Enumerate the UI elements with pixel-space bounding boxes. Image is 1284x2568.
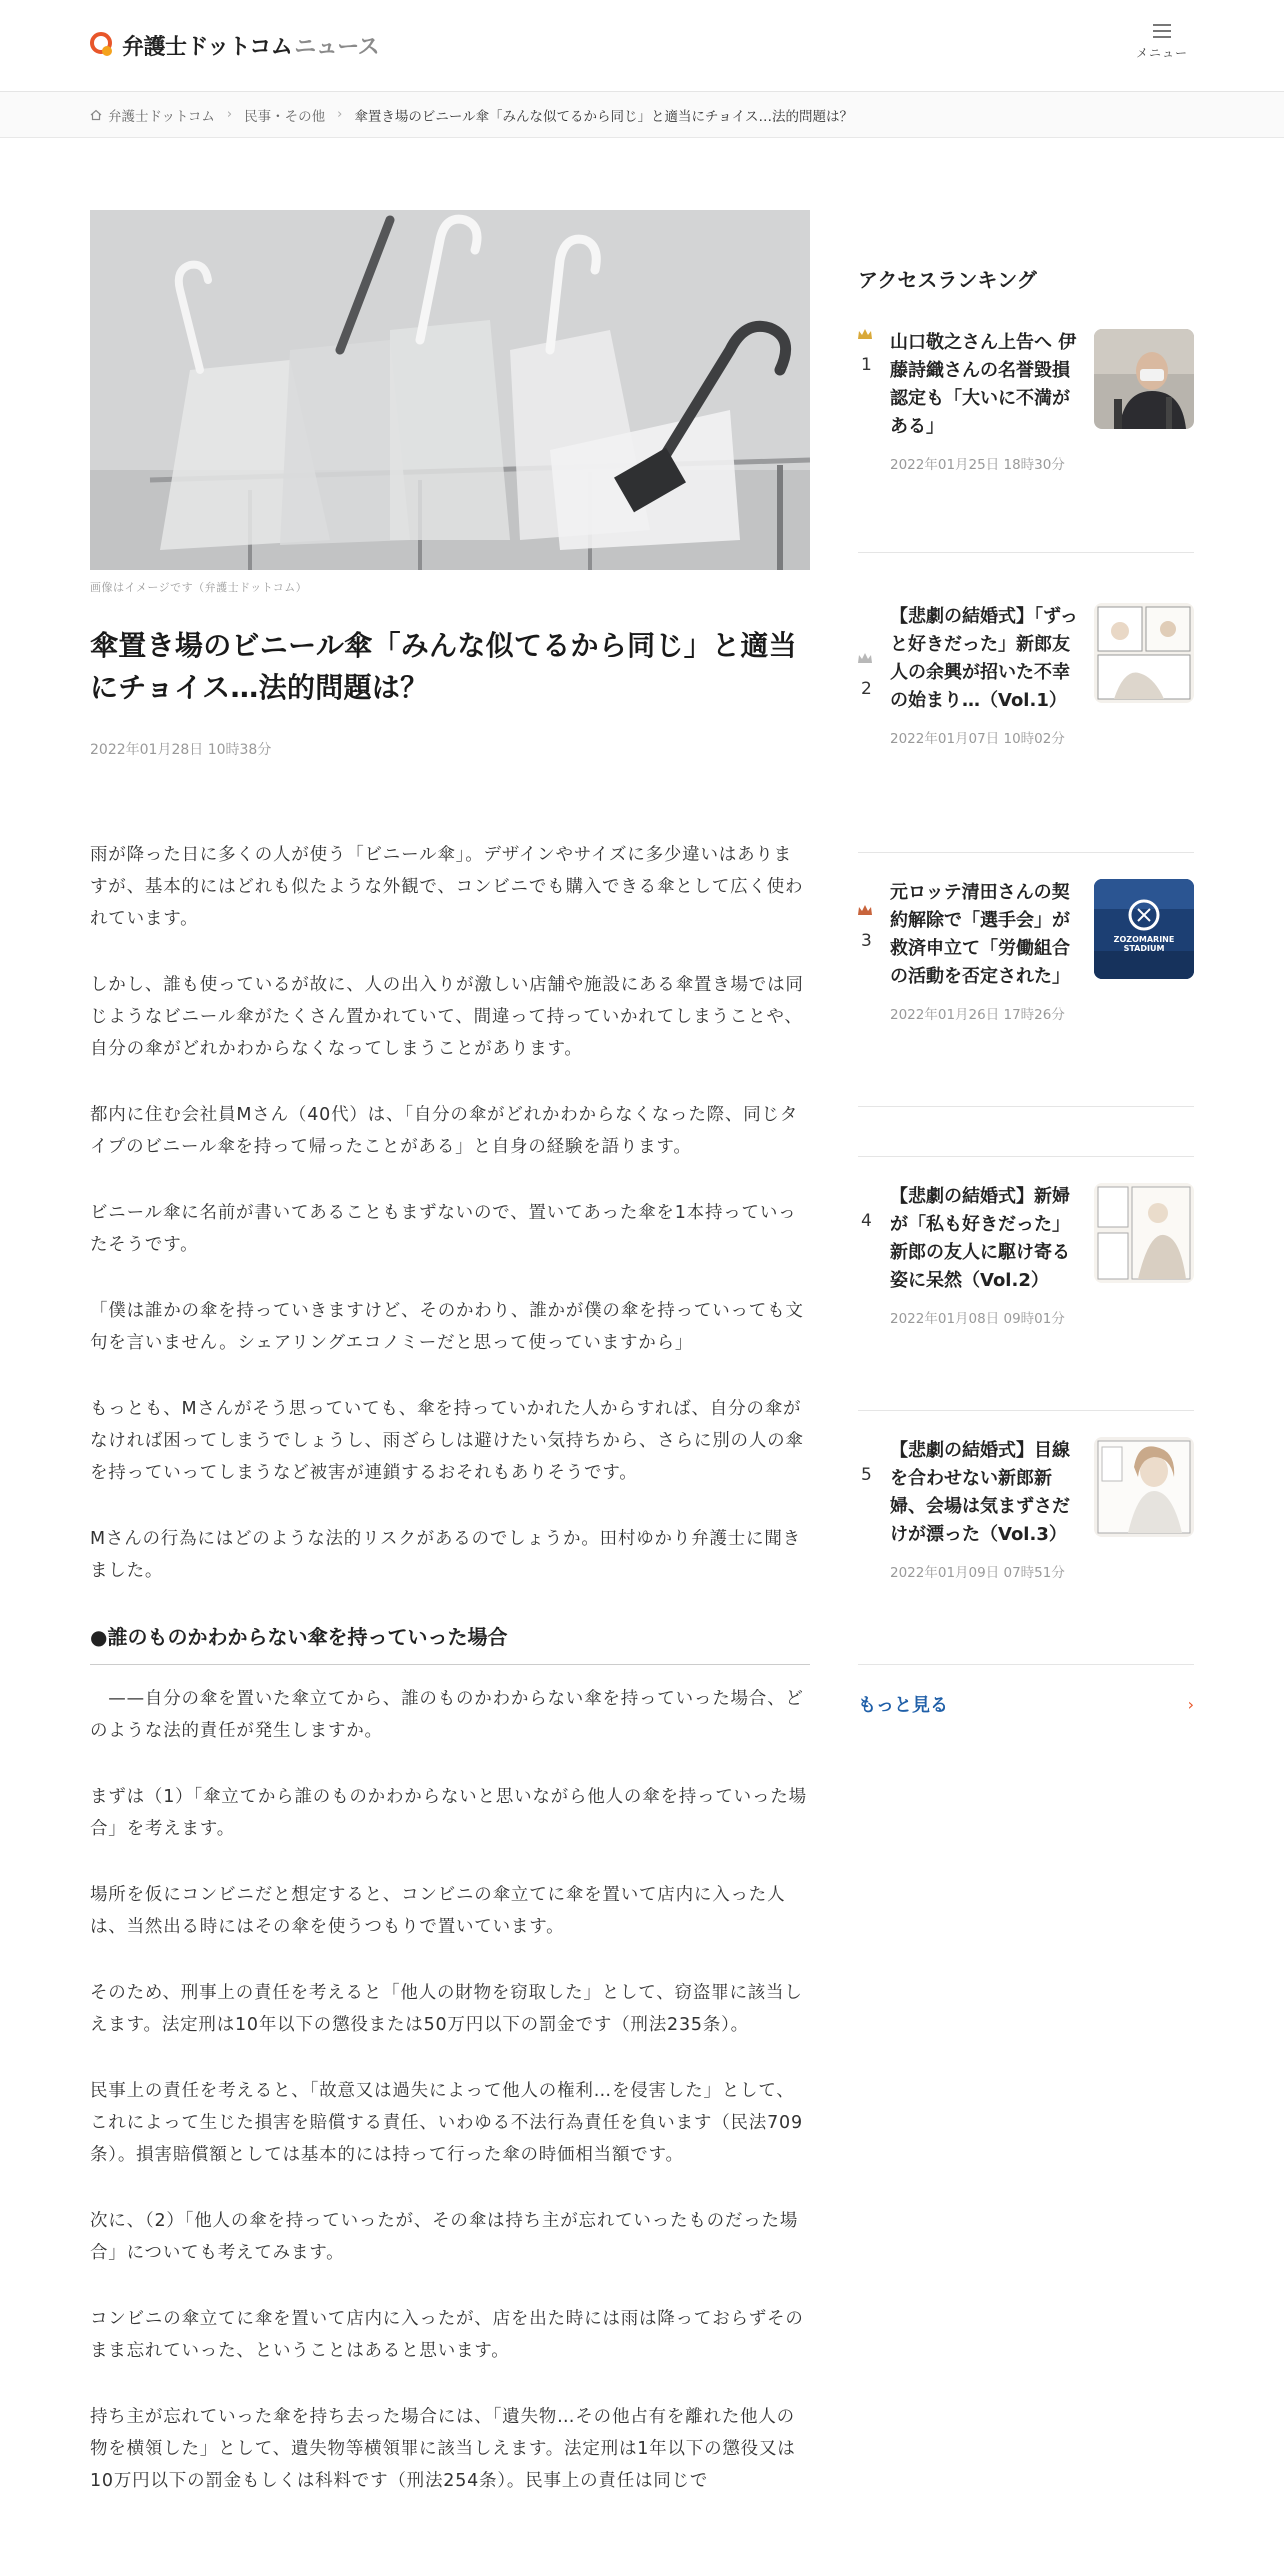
ranking-date: 2022年01月07日 10時02分	[890, 731, 1065, 747]
section-heading: ●誰のものかわからない傘を持っていった場合	[90, 1621, 810, 1665]
ranking-item[interactable]	[858, 553, 1194, 853]
article-paragraph: しかし、誰も使っているが故に、人の出入りが激しい店舗や施設にある傘置き場では同じようなビニール傘がたくさん置かれていて、間違って持っていかれてしまうことや、自分の傘がどれかわからなくなってしまうことがあります。	[90, 975, 804, 1059]
site-header	[0, 0, 1284, 92]
stadium-sign-text: ZOZOMARINE STADIUM	[1113, 935, 1175, 953]
ranking-thumbnail[interactable]	[1094, 1437, 1194, 1537]
logo-icon	[90, 32, 116, 58]
manga-wedding-thumbnail	[1094, 1183, 1194, 1283]
ranking-item[interactable]	[858, 1157, 1194, 1411]
ranking-date: 2022年01月09日 07時51分	[890, 1565, 1065, 1581]
breadcrumb-category-link[interactable]: 民事・その他	[244, 108, 326, 125]
crown-gold-icon	[858, 329, 872, 339]
ranking-date: 2022年01月25日 18時30分	[890, 457, 1065, 473]
ranking-item[interactable]	[858, 329, 1194, 553]
article-paragraph: 場所を仮にコンビニだと想定すると、コンビニの傘立てに傘を置いて店内に入った人は、当然出る時にはその傘を使うつもりで置いています。	[90, 1885, 786, 1937]
chevron-right-icon: ›	[337, 107, 343, 122]
press-conference-photo	[1094, 329, 1194, 429]
home-icon	[90, 109, 102, 121]
article-paragraph: Mさんの行為にはどのような法的リスクがあるのでしょうか。田村ゆかり弁護士に聞きました。	[90, 1529, 801, 1581]
rank-number: 2	[861, 679, 872, 699]
menu-label: メニュー	[1135, 46, 1188, 60]
article-body	[90, 839, 810, 2497]
article-paragraph: 次に、（2）「他人の傘を持っていったが、その傘は持ち主が忘れていったものだった場合」についても考えてみます。	[90, 2211, 799, 2263]
article-title: 傘置き場のビニール傘「みんな似てるから同じ」と適当にチョイス…法的問題は？	[90, 629, 797, 704]
ranking-date: 2022年01月26日 17時26分	[890, 1007, 1065, 1023]
article-date: 2022年01月28日 10時38分	[90, 742, 272, 758]
manga-bride-thumbnail	[1094, 1437, 1194, 1537]
ranking-divider	[858, 1107, 1194, 1157]
rank-number: 3	[861, 931, 872, 951]
article	[90, 210, 810, 2531]
image-caption: 画像はイメージです（弁護士ドットコム）	[90, 581, 308, 594]
logo-main-text: 弁護士ドットコム	[122, 34, 293, 60]
breadcrumb-current: 傘置き場のビニール傘「みんな似てるから同じ」と適当にチョイス…法的問題は？	[354, 108, 854, 125]
ranking-headline[interactable]: 元ロッテ清田さんの契約解除で「選手会」が救済申立て「労働組合の活動を否定された」	[890, 882, 1070, 987]
ranking-item[interactable]	[858, 853, 1194, 1107]
ranking-title: アクセスランキング	[858, 268, 1037, 292]
ranking-headline[interactable]: 【悲劇の結婚式】「ずっと好きだった」新郎友人の余興が招いた不幸の始まり…（Vol.1）	[890, 606, 1078, 711]
chevron-right-icon: ›	[226, 107, 233, 122]
article-paragraph: ——自分の傘を置いた傘立てから、誰のものかわからない傘を持っていった場合、どのような法的責任が発生しますか。	[90, 1689, 804, 1741]
ranking-headline[interactable]: 【悲劇の結婚式】新婦が「私も好きだった」新郎の友人に駆け寄る姿に呆然（Vol.2）	[890, 1186, 1070, 1291]
site-logo[interactable]	[90, 28, 379, 62]
ranking-headline[interactable]: 山口敬之さん上告へ 伊藤詩織さんの名誉毀損認定も「大いに不満がある」	[890, 332, 1077, 437]
rank-number: 1	[861, 355, 872, 375]
rank-number: 4	[861, 1211, 872, 1231]
chevron-right-icon: ›	[1187, 1694, 1194, 1714]
menu-button[interactable]	[1130, 20, 1194, 72]
ranking-thumbnail[interactable]	[1094, 879, 1194, 979]
crown-silver-icon	[858, 653, 872, 663]
stadium-photo	[1094, 879, 1194, 979]
hamburger-icon	[1153, 24, 1171, 38]
article-paragraph: 持ち主が忘れていった傘を持ち去った場合には、「遺失物…その他占有を離れた他人の物を横領した」として、遺失物等横領罪に該当しえます。法定刑は1年以下の懲役又は10万円以下の罰金もしくは科料です（刑法254条）。民事上の責任は同じで	[90, 2407, 796, 2491]
ranking-thumbnail[interactable]	[1094, 329, 1194, 429]
article-paragraph: コンビニの傘立てに傘を置いて店内に入ったが、店を出た時には雨は降っておらずそのまま忘れていった、ということはあると思います。	[90, 2309, 804, 2361]
logo-sub-text: ニュース	[294, 34, 380, 60]
ranking-date: 2022年01月08日 09時01分	[890, 1311, 1065, 1327]
article-paragraph: 雨が降った日に多くの人が使う「ビニール傘」。デザインやサイズに多少違いはありますが、基本的にはどれも似たような外観で、コンビニでも購入できる傘として広く使われています。	[90, 845, 804, 929]
article-paragraph: 「僕は誰かの傘を持っていきますけど、そのかわり、誰かが僕の傘を持っていっても文句を言いません。シェアリングエコノミーだと思って使っていますから」	[90, 1301, 804, 1353]
umbrella-photo	[90, 210, 810, 570]
ranking-thumbnail[interactable]	[1094, 1183, 1194, 1283]
article-paragraph: まずは（1）「傘立てから誰のものかわからないと思いながら他人の傘を持っていった場合」を考えます。	[90, 1787, 807, 1839]
ranking-headline[interactable]: 【悲劇の結婚式】目線を合わせない新郎新婦、会場は気まずさだけが漂った（Vol.3）	[890, 1440, 1070, 1545]
article-paragraph: そのため、刑事上の責任を考えると「他人の財物を窃取した」として、窃盗罪に該当しえます。法定刑は10年以下の懲役または50万円以下の罰金です（刑法235条）。	[90, 1983, 803, 2035]
more-link[interactable]	[858, 1691, 1194, 1717]
rank-number: 5	[861, 1465, 872, 1485]
ranking-thumbnail[interactable]	[1094, 603, 1194, 703]
article-paragraph: 都内に住む会社員Mさん（40代）は、「自分の傘がどれかわからなくなった際、同じタイプのビニール傘を持って帰ったことがある」と自身の経験を語ります。	[90, 1105, 799, 1157]
article-paragraph: 民事上の責任を考えると、「故意又は過失によって他人の権利…を侵害した」として、これによって生じた損害を賠償する責任、いわゆる不法行為責任を負います（民法709条）。損害賠償額としては基本的には持って行った傘の時価相当額です。	[90, 2081, 803, 2165]
crown-bronze-icon	[858, 905, 872, 915]
breadcrumb	[0, 92, 1284, 138]
article-paragraph: もっとも、Mさんがそう思っていても、傘を持っていかれた人からすれば、自分の傘がなければ困ってしまうでしょうし、雨ざらしは避けたい気持ちから、さらに別の人の傘を持っていってしまうなど被害が連鎖するおそれもありそうです。	[90, 1399, 804, 1483]
access-ranking	[858, 264, 1194, 1717]
more-link-label: もっと見る	[858, 1695, 948, 1716]
ranking-item[interactable]	[858, 1411, 1194, 1665]
manga-wedding-thumbnail	[1094, 603, 1194, 703]
breadcrumb-home-link[interactable]: 弁護士ドットコム	[108, 108, 215, 125]
article-paragraph: ビニール傘に名前が書いてあることもまずないので、置いてあった傘を1本持っていったそうです。	[90, 1203, 797, 1255]
article-hero-image	[90, 210, 810, 570]
